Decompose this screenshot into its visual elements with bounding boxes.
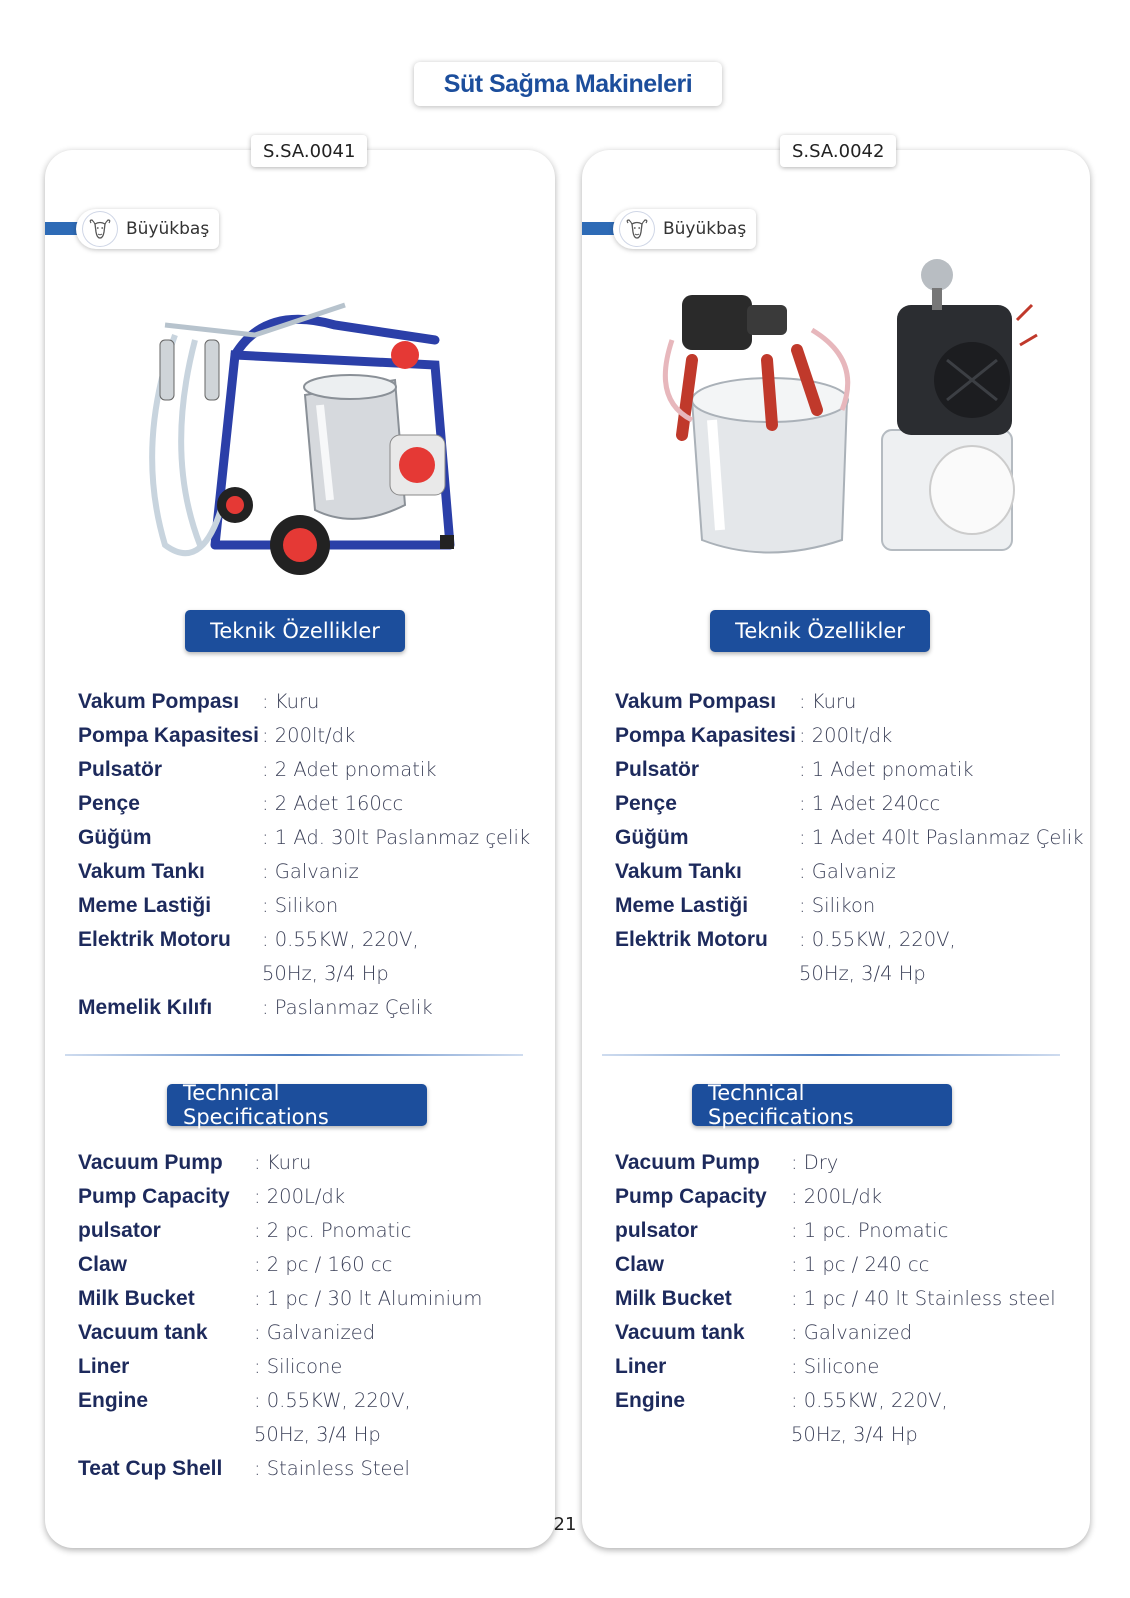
product-code: S.SA.0042 xyxy=(780,135,896,167)
spec-value: : Paslanmaz Çelik xyxy=(262,996,433,1019)
category-badge xyxy=(76,209,219,249)
spec-row xyxy=(615,889,1095,923)
category-label: Büyükbaş xyxy=(663,219,747,239)
spec-row xyxy=(78,821,558,855)
spec-row xyxy=(615,1180,1095,1214)
spec-key: Elektrik Motoru xyxy=(615,928,768,951)
spec-key: Güğüm xyxy=(78,826,152,849)
spec-key: Engine xyxy=(615,1389,686,1412)
product-card-ssa0042 xyxy=(582,140,1090,1548)
spec-row xyxy=(615,753,1095,787)
cow-icon xyxy=(619,211,655,247)
page-title: Süt Sağma Makineleri xyxy=(414,62,722,106)
spec-value: : 1 pc. Pnomatic xyxy=(791,1219,949,1242)
spec-key: Vakum Tankı xyxy=(78,860,205,883)
spec-value: : 1 Adet 40lt Paslanmaz Çelik xyxy=(799,826,1084,849)
spec-value: : 2 Adet pnomatik xyxy=(262,758,437,781)
spec-key: Claw xyxy=(615,1253,665,1276)
spec-row xyxy=(78,1146,558,1180)
tr-spec-heading: Teknik Özellikler xyxy=(185,610,405,652)
spec-value: : Galvaniz xyxy=(799,860,896,883)
page-number: 21 xyxy=(553,1514,577,1535)
spec-key: Liner xyxy=(615,1355,667,1378)
tr-spec-list xyxy=(78,685,558,1025)
spec-key: pulsator xyxy=(78,1219,161,1242)
en-spec-list xyxy=(615,1146,1095,1452)
spec-value: : 1 pc / 30 lt Aluminium xyxy=(254,1287,483,1310)
spec-row xyxy=(78,855,558,889)
spec-row xyxy=(615,787,1095,821)
spec-value: : Kuru xyxy=(254,1151,312,1174)
en-spec-heading: Technical Specifications xyxy=(692,1084,952,1126)
spec-row xyxy=(615,821,1095,855)
spec-row xyxy=(615,719,1095,753)
category-badge xyxy=(613,209,756,249)
product-photo-portable-milker xyxy=(642,250,1042,570)
spec-row xyxy=(78,1282,558,1316)
spec-value: : 0.55KW, 220V, 50Hz, 3/4 Hp xyxy=(254,1389,411,1446)
spec-key: Elektrik Motoru xyxy=(78,928,231,951)
spec-value: : 1 pc / 40 lt Stainless steel xyxy=(791,1287,1056,1310)
spec-row xyxy=(78,1316,558,1350)
spec-value: : Galvanized xyxy=(254,1321,376,1344)
spec-value: : 1 pc / 240 cc xyxy=(791,1253,930,1276)
spec-value: : 2 pc. Pnomatic xyxy=(254,1219,412,1242)
spec-row xyxy=(615,1350,1095,1384)
spec-key: Vacuum tank xyxy=(615,1321,745,1344)
spec-key: Pump Capacity xyxy=(78,1185,230,1208)
spec-value: : Stainless Steel xyxy=(254,1457,410,1480)
spec-key: Güğüm xyxy=(615,826,689,849)
spec-row xyxy=(78,1248,558,1282)
spec-value: : 200lt/dk xyxy=(799,724,893,747)
spec-value: : Silicone xyxy=(791,1355,880,1378)
en-spec-list xyxy=(78,1146,558,1486)
spec-key: Pulsatör xyxy=(78,758,163,781)
spec-key: Milk Bucket xyxy=(78,1287,195,1310)
section-divider xyxy=(602,1054,1060,1056)
spec-row xyxy=(78,1214,558,1248)
spec-value: : 0.55KW, 220V, 50Hz, 3/4 Hp xyxy=(262,928,419,985)
spec-row xyxy=(78,1452,558,1486)
spec-row xyxy=(78,685,558,719)
spec-row xyxy=(615,1384,1095,1452)
spec-key: Pompa Kapasitesi xyxy=(78,724,259,747)
spec-value: : Silicone xyxy=(254,1355,343,1378)
product-card-ssa0041 xyxy=(45,140,555,1548)
spec-row xyxy=(615,1146,1095,1180)
spec-row xyxy=(78,1384,558,1452)
spec-row xyxy=(78,923,558,991)
spec-key: Vacuum Pump xyxy=(78,1151,223,1174)
spec-value: : 200L/dk xyxy=(254,1185,346,1208)
spec-value: : Kuru xyxy=(262,690,320,713)
spec-row xyxy=(78,1180,558,1214)
spec-key: Meme Lastiği xyxy=(78,894,212,917)
spec-value: : 0.55KW, 220V, 50Hz, 3/4 Hp xyxy=(791,1389,948,1446)
spec-key: Vacuum Pump xyxy=(615,1151,760,1174)
spec-key: Pompa Kapasitesi xyxy=(615,724,796,747)
spec-key: Memelik Kılıfı xyxy=(78,996,213,1019)
tr-spec-heading: Teknik Özellikler xyxy=(710,610,930,652)
spec-key: Pençe xyxy=(78,792,140,815)
tr-spec-list xyxy=(615,685,1095,991)
en-spec-heading: Technical Specifications xyxy=(167,1084,427,1126)
spec-key: pulsator xyxy=(615,1219,698,1242)
spec-value: : 2 Adet 160cc xyxy=(262,792,404,815)
spec-value: : 200lt/dk xyxy=(262,724,356,747)
spec-key: Liner xyxy=(78,1355,130,1378)
spec-row xyxy=(78,1350,558,1384)
spec-key: Meme Lastiği xyxy=(615,894,749,917)
product-code: S.SA.0041 xyxy=(251,135,367,167)
spec-row xyxy=(615,1316,1095,1350)
spec-key: Vakum Pompası xyxy=(78,690,240,713)
spec-row xyxy=(78,889,558,923)
spec-row xyxy=(615,1214,1095,1248)
spec-row xyxy=(615,923,1095,991)
spec-row xyxy=(615,1282,1095,1316)
product-photo-bucket-milker xyxy=(105,245,505,585)
category-label: Büyükbaş xyxy=(126,219,210,239)
spec-key: Teat Cup Shell xyxy=(78,1457,223,1480)
spec-key: Vakum Pompası xyxy=(615,690,777,713)
spec-row xyxy=(78,719,558,753)
section-divider xyxy=(65,1054,523,1056)
spec-value: : 1 Ad. 30lt Paslanmaz çelik xyxy=(262,826,531,849)
spec-value: : 1 Adet pnomatik xyxy=(799,758,974,781)
spec-key: Pençe xyxy=(615,792,677,815)
spec-key: Pump Capacity xyxy=(615,1185,767,1208)
spec-row xyxy=(78,787,558,821)
spec-key: Milk Bucket xyxy=(615,1287,732,1310)
spec-key: Pulsatör xyxy=(615,758,700,781)
spec-key: Engine xyxy=(78,1389,149,1412)
spec-row xyxy=(78,753,558,787)
spec-value: : Galvanized xyxy=(791,1321,913,1344)
spec-key: Claw xyxy=(78,1253,128,1276)
spec-row xyxy=(615,685,1095,719)
spec-value: : 1 Adet 240cc xyxy=(799,792,941,815)
spec-key: Vakum Tankı xyxy=(615,860,742,883)
spec-value: : Dry xyxy=(791,1151,839,1174)
spec-value: : Kuru xyxy=(799,690,857,713)
spec-value: : 2 pc / 160 cc xyxy=(254,1253,393,1276)
spec-row xyxy=(615,855,1095,889)
spec-row xyxy=(615,1248,1095,1282)
spec-value: : Silikon xyxy=(262,894,339,917)
cow-icon xyxy=(82,211,118,247)
spec-row xyxy=(78,991,558,1025)
spec-value: : Galvaniz xyxy=(262,860,359,883)
spec-key: Vacuum tank xyxy=(78,1321,208,1344)
spec-value: : 0.55KW, 220V, 50Hz, 3/4 Hp xyxy=(799,928,956,985)
spec-value: : Silikon xyxy=(799,894,876,917)
spec-value: : 200L/dk xyxy=(791,1185,883,1208)
